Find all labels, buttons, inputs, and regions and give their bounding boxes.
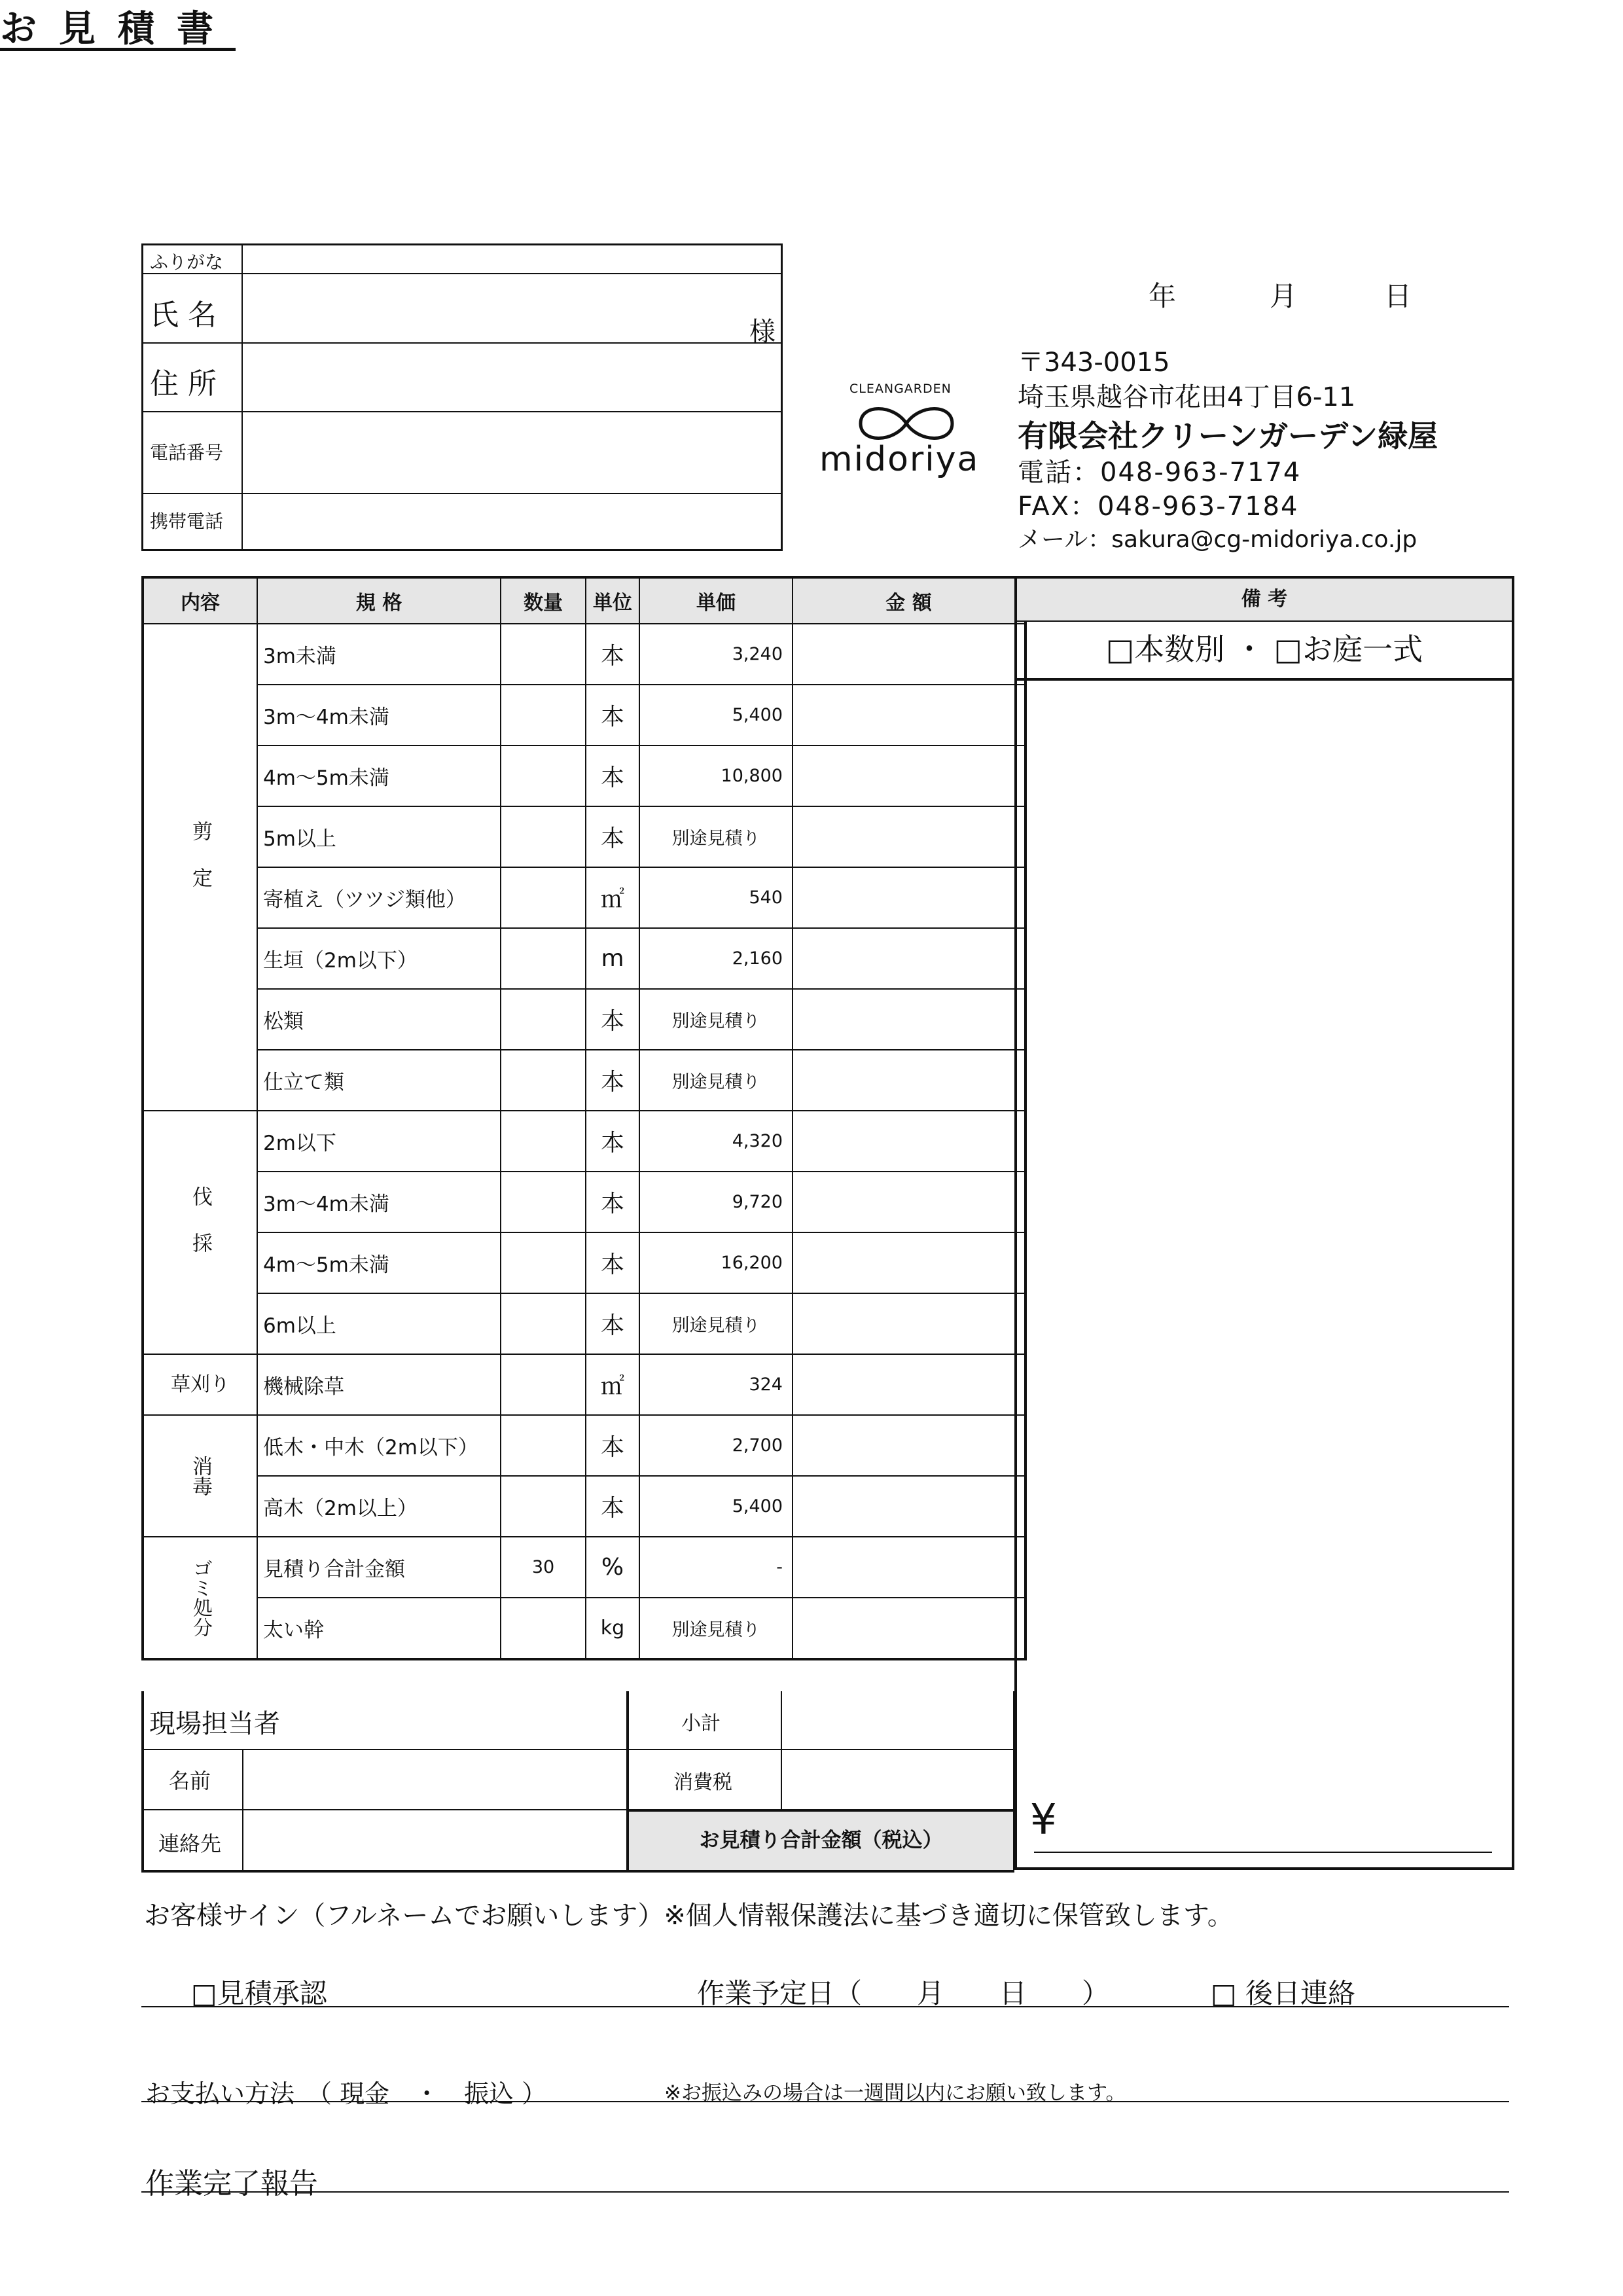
row-price: 2,700 (639, 1415, 793, 1476)
row-unit: 本 (586, 685, 639, 745)
remarks-option-checkboxes[interactable]: □本数別 ・ □お庭一式 (1017, 620, 1512, 681)
row-spec: 高木（2m以上） (257, 1476, 501, 1537)
row-spec: 3m未満 (257, 624, 501, 685)
row-qty[interactable] (501, 685, 586, 745)
row-unit: 本 (586, 989, 639, 1050)
row-price: 4,320 (639, 1111, 793, 1172)
date-day: 日 (1384, 280, 1412, 312)
row-amount[interactable] (793, 1293, 1026, 1354)
row-unit: 本 (586, 745, 639, 806)
row-qty[interactable] (501, 1354, 586, 1415)
row-price: 別途見積り (639, 1598, 793, 1659)
row-amount[interactable] (793, 806, 1026, 867)
row-spec: 仕立て類 (257, 1050, 501, 1111)
row-unit: 本 (586, 624, 639, 685)
row-price: - (639, 1537, 793, 1598)
table-row (143, 1354, 1026, 1415)
row-spec: 3m～4m未満 (257, 1172, 501, 1232)
total-label: お見積り合計金額（税込） (629, 1812, 1013, 1870)
row-qty[interactable] (501, 806, 586, 867)
row-amount[interactable] (793, 685, 1026, 745)
row-qty[interactable] (501, 1050, 586, 1111)
header-spec: 規 格 (257, 577, 501, 624)
row-unit: 本 (586, 1293, 639, 1354)
yen-symbol: ¥ (1030, 1796, 1057, 1844)
address-field[interactable] (245, 344, 778, 409)
row-unit: 本 (586, 806, 639, 867)
table-row (143, 624, 1026, 685)
category-garbage: ゴミ処分 (143, 1537, 257, 1659)
row-unit: ㎡ (586, 1354, 639, 1415)
category-pruning: 剪定 (143, 624, 257, 1111)
category-disinfect: 消毒 (143, 1415, 257, 1537)
work-date-field[interactable]: 作業予定日（ 月 日 ） (697, 1977, 1110, 2009)
row-price: 324 (639, 1354, 793, 1415)
row-qty[interactable] (501, 1232, 586, 1293)
header-qty: 数量 (501, 577, 586, 624)
row-amount[interactable] (793, 1172, 1026, 1232)
payment-note: ※お振込みの場合は一週間以内にお願い致します。 (664, 2081, 1126, 2105)
row-amount[interactable] (793, 1598, 1026, 1659)
table-row (143, 806, 1026, 867)
row-qty[interactable] (501, 1598, 586, 1659)
row-price: 2,160 (639, 928, 793, 989)
row-price: 9,720 (639, 1172, 793, 1232)
row-qty[interactable] (501, 928, 586, 989)
row-price: 5,400 (639, 1476, 793, 1537)
staff-box (141, 1691, 629, 1873)
table-header (143, 577, 1026, 624)
row-spec: 機械除草 (257, 1354, 501, 1415)
staff-name-field[interactable] (245, 1751, 625, 1806)
table-row (143, 1050, 1026, 1111)
row-amount[interactable] (793, 1111, 1026, 1172)
header-unit: 単位 (586, 577, 639, 624)
company-postal: 〒343-0015 (1018, 348, 1170, 378)
row-spec: 4m～5m未満 (257, 745, 501, 806)
row-unit: 本 (586, 1111, 639, 1172)
row-price: 10,800 (639, 745, 793, 806)
row-amount[interactable] (793, 1476, 1026, 1537)
staff-name-label: 名前 (169, 1768, 211, 1793)
completion-report-label: 作業完了報告 (145, 2167, 318, 2200)
phone-field[interactable] (245, 413, 778, 492)
row-unit: 本 (586, 1050, 639, 1111)
row-price: 別途見積り (639, 806, 793, 867)
date-month: 月 (1270, 280, 1298, 312)
totals-box (629, 1691, 1014, 1873)
row-amount[interactable] (793, 1050, 1026, 1111)
table-row (143, 685, 1026, 745)
table-row (143, 1232, 1026, 1293)
header-remarks: 備 考 (1017, 579, 1512, 622)
row-qty[interactable] (501, 745, 586, 806)
row-qty[interactable]: 30 (501, 1537, 586, 1598)
row-spec: 3m～4m未満 (257, 685, 501, 745)
mobile-label: 携帯電話 (150, 511, 224, 532)
row-spec: 2m以下 (257, 1111, 501, 1172)
row-price: 540 (639, 867, 793, 928)
row-price: 別途見積り (639, 1293, 793, 1354)
row-price: 3,240 (639, 624, 793, 685)
table-row (143, 928, 1026, 989)
date-year: 年 (1149, 280, 1177, 312)
row-amount[interactable] (793, 989, 1026, 1050)
row-unit: ㎡ (586, 867, 639, 928)
later-contact-checkbox[interactable]: □ 後日連絡 (1211, 1977, 1356, 2009)
category-weeding: 草刈り (143, 1354, 257, 1415)
row-qty[interactable] (501, 624, 586, 685)
row-spec: 寄植え（ツツジ類他） (257, 867, 501, 928)
row-spec: 見積り合計金額 (257, 1537, 501, 1598)
row-unit: m (586, 928, 639, 989)
row-amount[interactable] (793, 745, 1026, 806)
row-price: 5,400 (639, 685, 793, 745)
table-row (143, 1293, 1026, 1354)
table-row (143, 1415, 1026, 1476)
logo-top-text: CLEANGARDEN (849, 382, 952, 396)
name-label: 氏 名 (150, 298, 217, 332)
row-qty[interactable] (501, 1476, 586, 1537)
category-felling: 伐採 (143, 1111, 257, 1354)
company-mail: メール：sakura@cg-midoriya.co.jp (1018, 526, 1418, 553)
honorific: 様 (749, 317, 776, 347)
header-content: 内容 (143, 577, 257, 624)
page-title: お見積書 (0, 8, 236, 50)
row-qty[interactable] (501, 989, 586, 1050)
row-unit: kg (586, 1598, 639, 1659)
row-spec: 4m～5m未満 (257, 1232, 501, 1293)
furigana-label: ふりがな (150, 251, 224, 273)
row-unit: 本 (586, 1415, 639, 1476)
row-unit: 本 (586, 1476, 639, 1537)
row-amount[interactable] (793, 1232, 1026, 1293)
table-row (143, 745, 1026, 806)
row-spec: 太い幹 (257, 1598, 501, 1659)
row-amount[interactable] (793, 867, 1026, 928)
staff-contact-field[interactable] (245, 1812, 625, 1867)
table-row (143, 1111, 1026, 1172)
approve-checkbox[interactable]: □見積承認 (191, 1977, 327, 2009)
row-qty[interactable] (501, 867, 586, 928)
row-price: 16,200 (639, 1232, 793, 1293)
payment-method[interactable]: お支払い方法 （ 現金 ・ 振込 ） (145, 2079, 547, 2108)
table-row (143, 1172, 1026, 1232)
row-spec: 低木・中木（2m以下） (257, 1415, 501, 1476)
table-row (143, 989, 1026, 1050)
row-amount[interactable] (793, 1537, 1026, 1598)
row-qty[interactable] (501, 1111, 586, 1172)
row-spec: 5m以上 (257, 806, 501, 867)
header-price: 単価 (639, 577, 793, 624)
header-amount: 金 額 (793, 577, 1026, 624)
row-qty[interactable] (501, 1172, 586, 1232)
row-unit: % (586, 1537, 639, 1598)
row-qty[interactable] (501, 1293, 586, 1354)
subtotal-label: 小計 (681, 1712, 721, 1735)
row-qty[interactable] (501, 1415, 586, 1476)
row-amount[interactable] (793, 1415, 1026, 1476)
phone-label: 電話番号 (150, 442, 224, 463)
customer-sign-note: お客様サイン（フルネームでお願いします）※個人情報保護法に基づき適切に保管致します。 (144, 1901, 1234, 1931)
company-tel: 電話：048-963-7174 (1018, 457, 1302, 488)
table-row (143, 1537, 1026, 1598)
row-unit: 本 (586, 1172, 639, 1232)
customer-info-box (141, 243, 783, 551)
estimate-table (141, 576, 1027, 1660)
company-address: 埼玉県越谷市花田4丁目6-11 (1018, 382, 1356, 412)
row-spec: 6m以上 (257, 1293, 501, 1354)
row-spec: 生垣（2m以下） (257, 928, 501, 989)
row-price: 別途見積り (639, 989, 793, 1050)
company-name: 有限会社クリーンガーデン緑屋 (1018, 418, 1438, 454)
row-price: 別途見積り (639, 1050, 793, 1111)
table-row (143, 1476, 1026, 1537)
row-unit: 本 (586, 1232, 639, 1293)
tax-label: 消費税 (673, 1771, 732, 1794)
name-field[interactable] (245, 274, 778, 341)
row-spec: 松類 (257, 989, 501, 1050)
mobile-field[interactable] (245, 494, 778, 550)
staff-label: 現場担当者 (149, 1709, 280, 1739)
staff-contact-label: 連絡先 (158, 1831, 222, 1856)
subtotal-field[interactable] (783, 1693, 1009, 1748)
row-amount[interactable] (793, 624, 1026, 685)
row-amount[interactable] (793, 1354, 1026, 1415)
tax-field[interactable] (783, 1751, 1009, 1806)
row-amount[interactable] (793, 928, 1026, 989)
address-label: 住 所 (150, 367, 217, 401)
table-row (143, 867, 1026, 928)
table-row (143, 1598, 1026, 1659)
company-fax: FAX：048-963-7184 (1018, 492, 1299, 522)
remarks-panel (1014, 576, 1514, 1870)
logo-text: midoriya (819, 440, 980, 479)
